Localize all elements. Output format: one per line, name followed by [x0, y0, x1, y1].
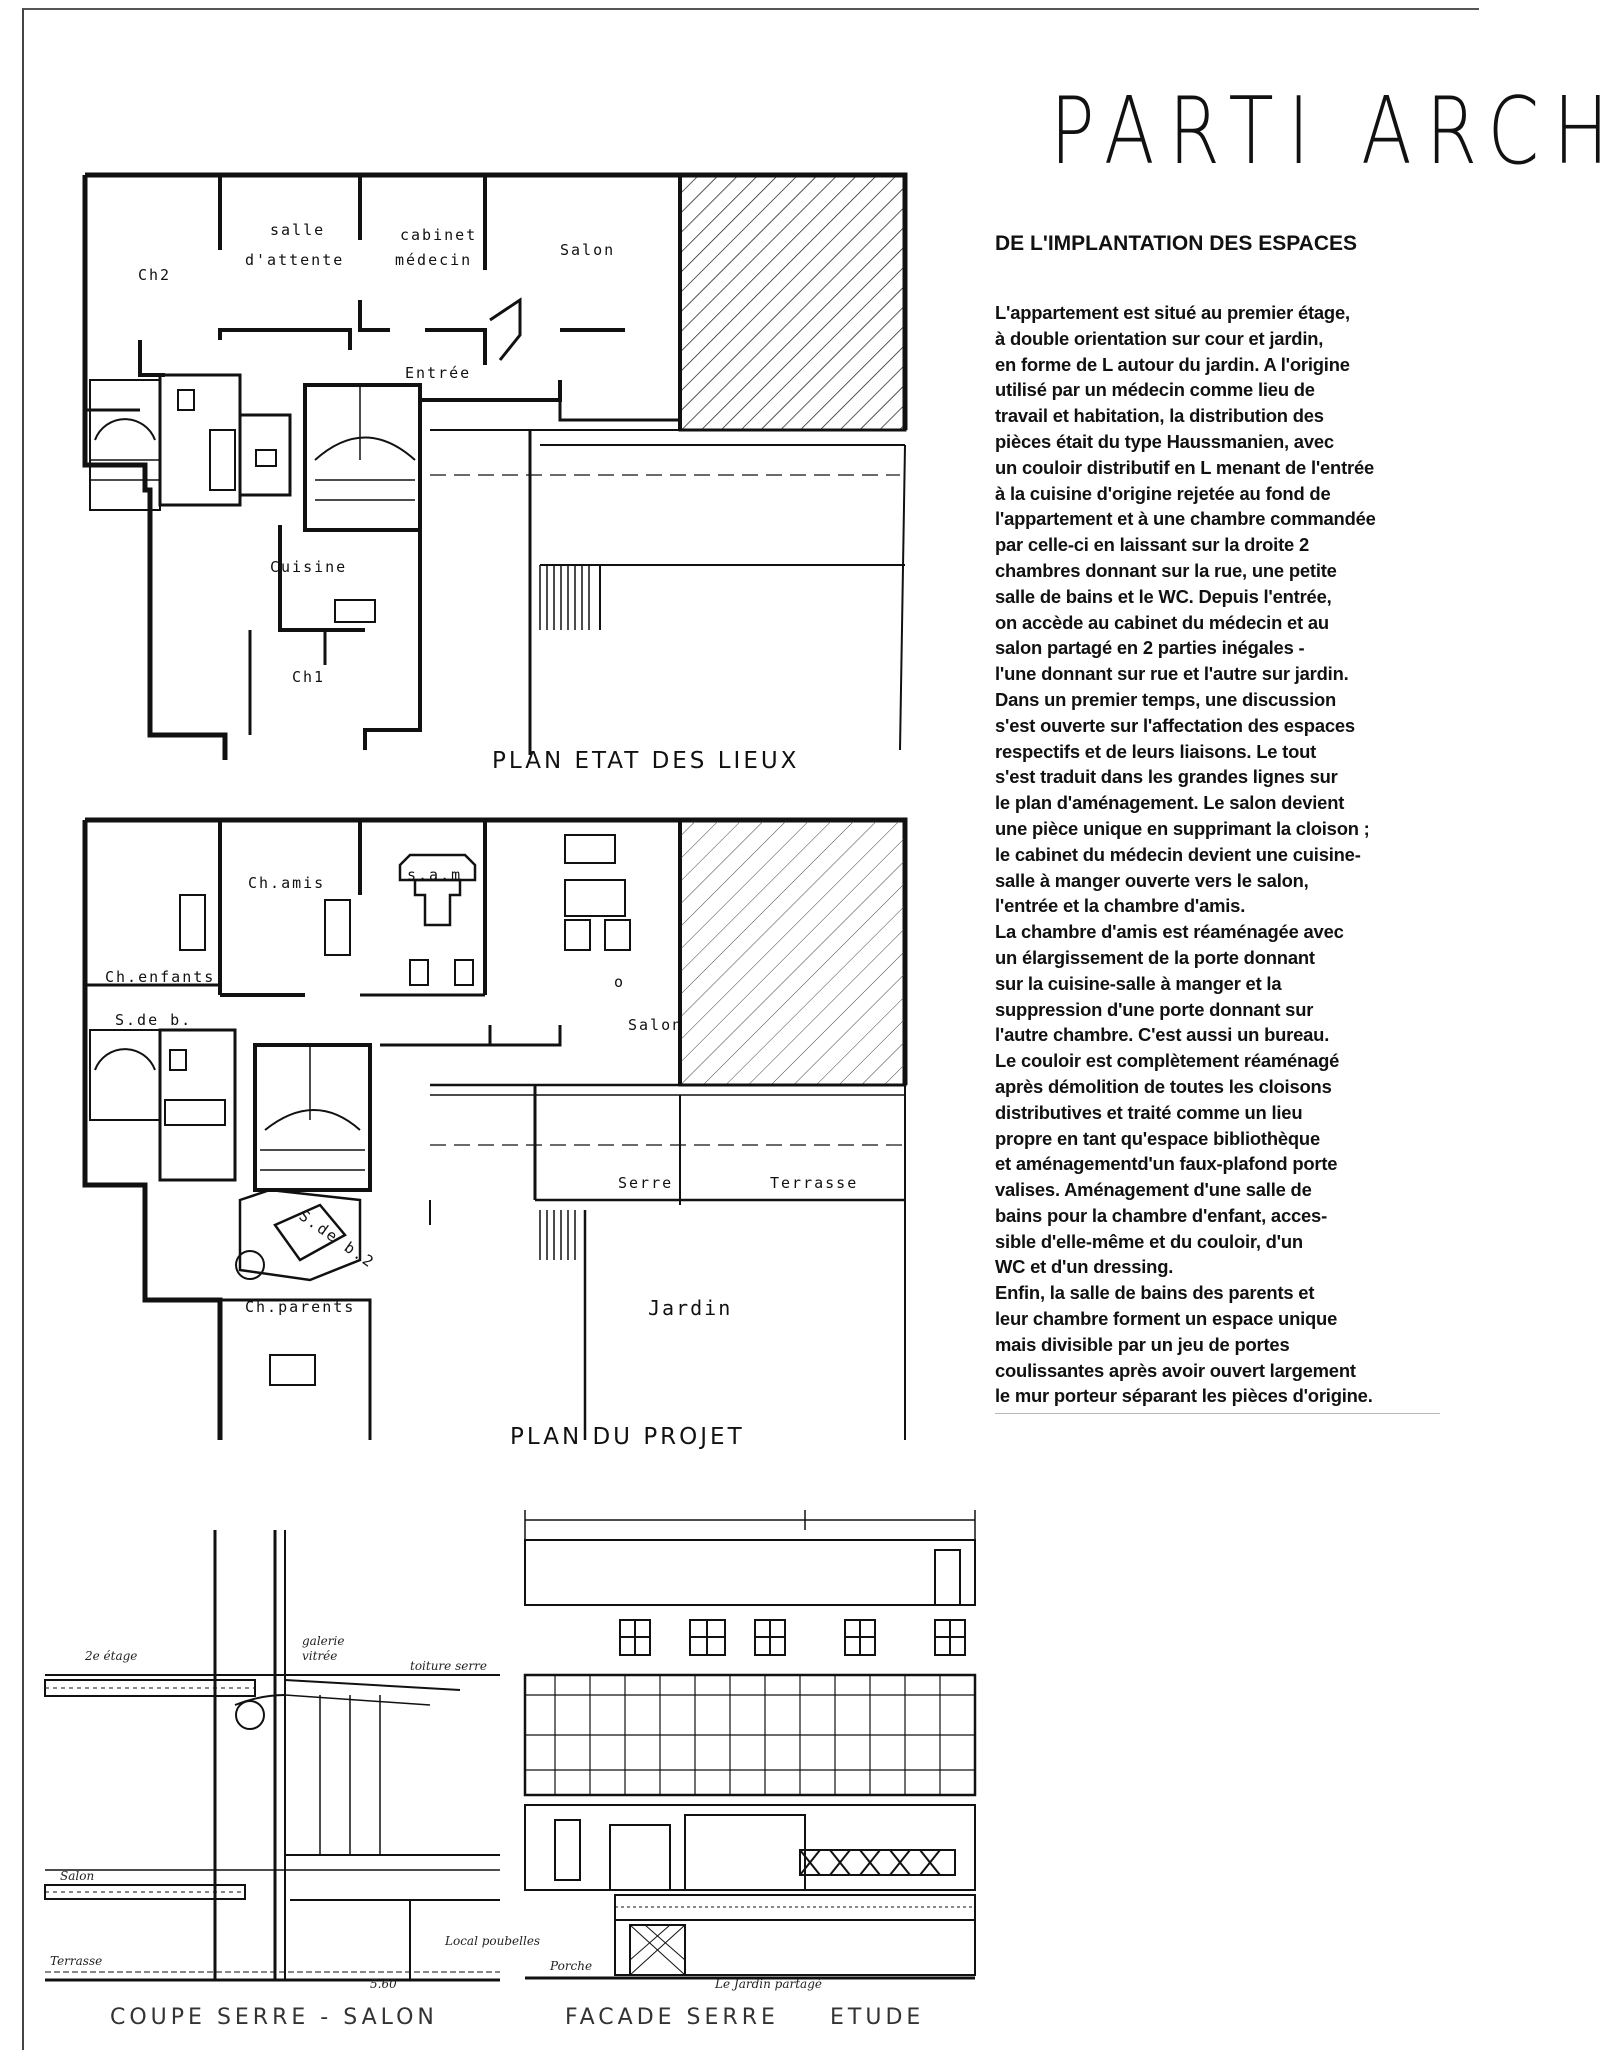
text-line: suppression d'une porte donnant sur — [995, 998, 1314, 1020]
text-line: bains pour la chambre d'enfant, acces- — [995, 1204, 1327, 1226]
text-line: en forme de L autour du jardin. A l'origine — [995, 353, 1350, 375]
room-label-sam: s.a.m — [407, 866, 463, 884]
room-label-sdb: S.de b. — [115, 1011, 193, 1029]
text-line: l'autre chambre. C'est aussi un bureau. — [995, 1024, 1330, 1046]
plan-project-title: PLAN DU PROJET — [510, 1424, 745, 1450]
room-label-salle: salle — [270, 221, 326, 239]
facade-note-left: Porche — [550, 1959, 593, 1973]
plan-project — [60, 800, 920, 1450]
text-line: le mur porteur séparant les pièces d'origine. — [995, 1385, 1373, 1407]
text-line: chambres donnant sur la rue, une petite — [995, 559, 1337, 581]
room-label-ch1: Ch1 — [292, 668, 326, 686]
plan-existing-title: PLAN ETAT DES LIEUX — [492, 748, 800, 774]
room-label-serre: Serre — [618, 1174, 674, 1192]
text-line: on accède au cabinet du médecin et au — [995, 611, 1329, 633]
section-note-sol2: Local poubelles — [445, 1934, 541, 1948]
svg-text:o: o — [614, 973, 626, 991]
facade-caption-etude: ETUDE — [830, 2005, 925, 2030]
room-label-ch-enfants: Ch.enfants — [105, 968, 216, 986]
text-line: l'entrée et la chambre d'amis. — [995, 895, 1246, 917]
text-line: salle à manger ouverte vers le salon, — [995, 869, 1309, 891]
text-line: à double orientation sur cour et jardin, — [995, 327, 1324, 349]
text-line: sur la cuisine-salle à manger et la — [995, 972, 1282, 994]
description-text — [995, 232, 1440, 1409]
plan2-hatched-area — [680, 820, 905, 1085]
text-line: après démolition de toutes les cloisons — [995, 1075, 1332, 1097]
text-line: pièces était du type Haussmanien, avec — [995, 430, 1334, 452]
plan1-hatched-area — [680, 175, 905, 430]
section-heading: DE L'IMPLANTATION DES ESPACES — [995, 232, 1358, 255]
text-line: l'une donnant sur rue et l'autre sur jardin. — [995, 663, 1349, 685]
text-line: à la cuisine d'origine rejetée au fond de — [995, 482, 1331, 504]
text-line: un couloir distributif en L menant de l'entrée — [995, 456, 1375, 478]
room-label-medecin: médecin — [395, 251, 473, 269]
text-line: leur chambre forment un espace unique — [995, 1308, 1338, 1330]
room-label-ch2: Ch2 — [138, 266, 172, 284]
room-label-cabinet: cabinet — [400, 226, 478, 244]
section-note-salon: Salon — [60, 1869, 95, 1883]
text-line: un élargissement de la porte donnant — [995, 946, 1315, 968]
text-line: distributives et traité comme un lieu — [995, 1101, 1303, 1123]
room-label-ch-parents: Ch.parents — [245, 1298, 356, 1316]
room-label-ch-amis: Ch.amis — [248, 874, 326, 892]
text-line: utilisé par un médecin comme lieu de — [995, 379, 1315, 401]
text-line: une pièce unique en supprimant la cloison ; — [995, 817, 1370, 839]
section-drawing — [40, 1520, 541, 1991]
text-line: le cabinet du médecin devient une cuisine- — [995, 843, 1361, 865]
description-paragraph — [995, 300, 1440, 1409]
page-title: PARTI ARCH — [1050, 78, 1623, 186]
section-note-serre: toiture serre — [410, 1659, 487, 1673]
room-label-cuisine: Cuisine — [270, 558, 348, 576]
section-note-sol1: Terrasse — [50, 1954, 103, 1968]
text-line: coulissantes après avoir ouvert largement — [995, 1359, 1356, 1381]
text-line: s'est ouverte sur l'affectation des espaces — [995, 714, 1355, 736]
text-line: sible d'elle-même et du couloir, d'un — [995, 1230, 1303, 1252]
text-line: salon partagé en 2 parties inégales - — [995, 637, 1305, 659]
room-label-terrasse: Terrasse — [770, 1174, 859, 1192]
section-note-etage: 2e étage — [85, 1649, 138, 1663]
room-label-sdb2: S.de b.2 — [295, 1206, 379, 1272]
room-label-attente: d'attente — [245, 251, 345, 269]
facade-drawing — [515, 1500, 985, 1990]
text-line: La chambre d'amis est réaménagée avec — [995, 921, 1344, 943]
room-label-salon: Salon — [560, 241, 616, 259]
text-underline-rule — [995, 1413, 1440, 1414]
text-line: Dans un premier temps, une discussion — [995, 688, 1337, 710]
room-label-jardin: Jardin — [648, 1296, 733, 1320]
section-note-galerie: galerie — [302, 1634, 345, 1648]
text-line: Le couloir est complètement réaménagé — [995, 1050, 1340, 1072]
text-line: et aménagementd'un faux-plafond porte — [995, 1153, 1338, 1175]
section-note-vitree: vitrée — [302, 1649, 338, 1663]
text-line: WC et d'un dressing. — [995, 1256, 1174, 1278]
plan-existing — [60, 160, 920, 770]
text-line: propre en tant qu'espace bibliothèque — [995, 1127, 1320, 1149]
text-line: valises. Aménagement d'une salle de — [995, 1179, 1312, 1201]
text-line: travail et habitation, la distribution des — [995, 405, 1324, 427]
text-line: l'appartement et à une chambre commandée — [995, 508, 1376, 530]
section-note-dim: 5.60 — [370, 1977, 397, 1991]
text-line: L'appartement est situé au premier étage, — [995, 302, 1350, 323]
room-label-salon: Salon — [628, 1016, 684, 1034]
text-line: salle de bains et le WC. Depuis l'entrée, — [995, 585, 1332, 607]
facade-caption: FACADE SERRE — [565, 2005, 779, 2030]
text-line: par celle-ci en laissant sur la droite 2 — [995, 534, 1309, 556]
text-line: Enfin, la salle de bains des parents et — [995, 1282, 1315, 1304]
text-line: respectifs et de leurs liaisons. Le tout — [995, 740, 1317, 762]
section-caption: COUPE SERRE - SALON — [110, 2005, 438, 2030]
text-line: s'est traduit dans les grandes lignes sur — [995, 766, 1338, 788]
text-line: mais divisible par un jeu de portes — [995, 1333, 1290, 1355]
room-label-entree: Entrée — [405, 364, 472, 382]
facade-note-bottom: Le Jardin partagé — [715, 1977, 822, 1991]
text-line: le plan d'aménagement. Le salon devient — [995, 792, 1345, 814]
